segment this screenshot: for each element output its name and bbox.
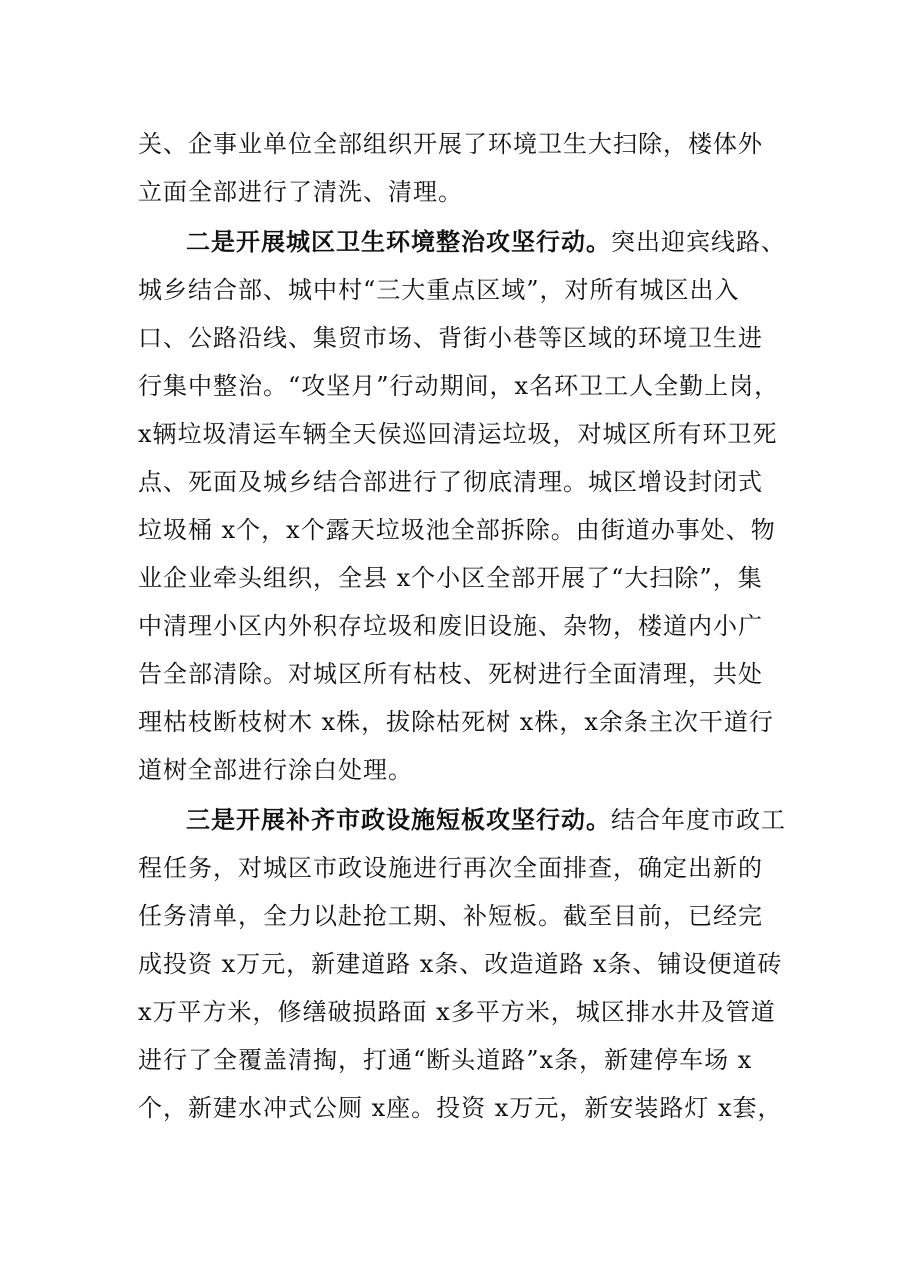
text-line: 业企业牵头组织，全县 x个小区全部开展了“大扫除”，集: [138, 564, 763, 592]
paragraph-first-line: [186, 218, 786, 266]
text-span: 突出迎宾线路、: [611, 228, 786, 256]
text-line: 中清理小区内外积存垃圾和废旧设施、杂物，楼道内小广: [138, 612, 763, 640]
text-line: 个，新建水冲式公厕 x座。投资 x万元，新安装路灯 x套，: [138, 1094, 783, 1122]
text-line: 成投资 x万元，新建道路 x条、改造道路 x条、铺设便道砖: [138, 950, 783, 978]
text-line: 城乡结合部、城中村“三大重点区域”，对所有城区出入: [138, 276, 740, 304]
text-line: 理枯枝断枝树木 x株，拔除枯死树 x株，x余条主次干道行: [138, 708, 774, 736]
paragraph-first-line: [186, 796, 786, 844]
text-line: 程任务，对城区市政设施进行再次全面排查，确定出新的: [138, 854, 763, 882]
text-line: 立面全部进行了清洗、清理。: [138, 178, 463, 206]
text-line: 告全部清除。对城区所有枯枝、死树进行全面清理，共处: [138, 660, 763, 688]
text-line: 任务清单，全力以赴抢工期、补短板。截至目前，已经完: [138, 902, 763, 930]
text-line: 行集中整治。“攻坚月”行动期间，x名环卫工人全勤上岗，: [138, 372, 780, 400]
text-line: 口、公路沿线、集贸市场、背街小巷等区域的环境卫生进: [138, 324, 763, 352]
paragraph-heading: 三是开展补齐市政设施短板攻坚行动。: [186, 806, 611, 834]
text-line: x万平方米，修缮破损路面 x多平方米，城区排水井及管道: [138, 998, 776, 1026]
text-line: 垃圾桶 x个，x个露天垃圾池全部拆除。由街道办事处、物: [138, 516, 776, 544]
text-span: 结合年度市政工: [611, 806, 786, 834]
text-line: 道树全部进行涂白处理。: [138, 756, 413, 784]
text-line: 关、企事业单位全部组织开展了环境卫生大扫除，楼体外: [138, 130, 763, 158]
text-line: 点、死面及城乡结合部进行了彻底清理。城区增设封闭式: [138, 468, 763, 496]
text-line: x辆垃圾清运车辆全天侯巡回清运垃圾，对城区所有环卫死: [138, 420, 778, 448]
text-line: 进行了全覆盖清掏，打通“断头道路”x条，新建停车场 x: [138, 1046, 753, 1074]
paragraph-heading: 二是开展城区卫生环境整治攻坚行动。: [186, 228, 611, 256]
